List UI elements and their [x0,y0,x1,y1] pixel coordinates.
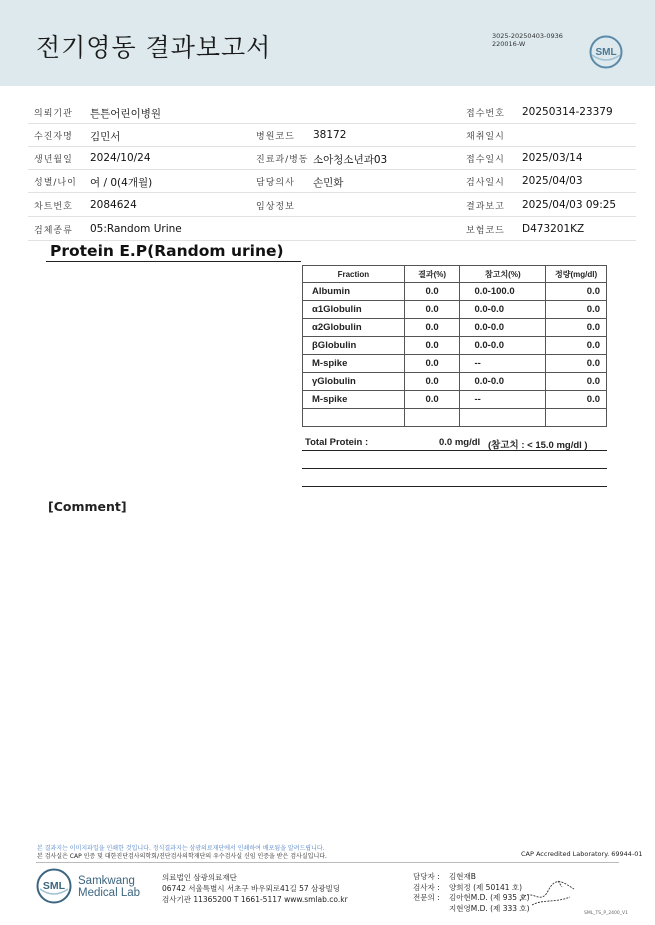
fraction-result: 0.0 [404,373,460,391]
label-sex-age: 성별/나이 [34,178,77,188]
staff-label: 전문의 : [413,893,440,902]
fraction-result: 0.0 [404,319,460,337]
organization-info [162,872,348,905]
org-contact: 검사기관 11365200 T 1661-5117 www.smlab.co.kr [162,895,348,904]
label-specimen-type: 검체종류 [34,226,73,236]
staff-value: 김현재B [449,872,476,881]
label-attending-doctor: 담당의사 [256,178,295,188]
staff-label: 담당자 : [413,872,440,881]
document-code [492,32,563,48]
fraction-name: M-spike [303,355,405,373]
document-code-line2: 220016-W [492,40,526,48]
info-row-1 [28,101,636,124]
table-row-empty [303,409,607,427]
fraction-result: 0.0 [404,337,460,355]
total-protein-row [302,437,607,451]
label-receipt-date: 접수일시 [466,155,505,165]
org-name: 의료법인 삼광의료재단 [162,873,237,882]
value-birth-date: 2024/10/24 [90,152,151,164]
brand-line1: Samkwang [78,875,135,887]
fraction-reference: 0.0-100.0 [460,283,546,301]
label-department-ward: 진료과/병동 [256,155,309,165]
fraction-name: M-spike [303,391,405,409]
fraction-result: 0.0 [404,355,460,373]
fraction-name: βGlobulin [303,337,405,355]
table-row [303,355,607,373]
value-chart-number: 2084624 [90,199,137,211]
header-result: 결과(%) [404,266,460,283]
table-header-row [303,266,607,283]
org-address: 06742 서울특별시 서초구 바우뫼로41길 57 삼광빌딩 [162,884,341,893]
table-row [303,373,607,391]
label-result-report: 결과보고 [466,202,505,212]
blank-line [302,468,607,469]
fraction-result: 0.0 [404,391,460,409]
value-hospital-code: 38172 [313,129,347,141]
fraction-reference: 0.0-0.0 [460,373,546,391]
fraction-reference: 0.0-0.0 [460,319,546,337]
fraction-concentration: 0.0 [546,391,607,409]
fraction-name: α2Globulin [303,319,405,337]
info-row-5 [28,194,636,217]
brand-name [78,875,140,899]
value-sex-age: 여 / 0(4개월) [90,177,153,189]
value-attending-doctor: 손민화 [313,177,344,189]
cap-accreditation: CAP Accredited Laboratory. 69944-01 [521,850,643,858]
total-protein-value: 0.0 mg/dl [439,437,481,448]
value-insurance-code: D473201KZ [522,223,585,235]
value-specimen-type: 05:Random Urine [90,223,182,235]
fraction-name: γGlobulin [303,373,405,391]
table-row [303,283,607,301]
fraction-reference: -- [460,355,546,373]
value-receipt-number: 20250314-23379 [522,106,613,118]
table-row [303,319,607,337]
comment-label: [Comment] [48,499,127,514]
label-test-date: 검사일시 [466,178,505,188]
info-row-6 [28,218,636,241]
table-row [303,391,607,409]
value-patient-name: 김민서 [90,131,121,143]
fraction-concentration: 0.0 [546,319,607,337]
fraction-concentration: 0.0 [546,337,607,355]
staff-value: 지현영M.D. (제 333 호) [449,903,530,913]
value-department-ward: 소아청소년과03 [313,154,388,166]
section-title-underline [46,261,301,262]
value-test-date: 2025/04/03 [522,175,583,187]
info-row-2 [28,124,636,147]
value-result-report: 2025/04/03 09:25 [522,199,617,211]
label-patient-name: 수진자명 [34,132,73,142]
table-row [303,337,607,355]
info-row-4 [28,170,636,193]
total-protein-label: Total Protein : [305,437,369,448]
fraction-concentration: 0.0 [546,283,607,301]
value-receipt-date: 2025/03/14 [522,152,583,164]
label-collection-datetime: 채취일시 [466,132,505,142]
total-protein-reference: (참고치 : < 15.0 mg/dl ) [488,440,588,451]
fraction-concentration: 0.0 [546,355,607,373]
label-hospital-code: 병원코드 [256,132,295,142]
form-code: SML_TS_P_2400_V1 [584,911,628,916]
fraction-result: 0.0 [404,283,460,301]
results-table [302,265,607,427]
header-reference: 참고치(%) [460,266,546,283]
staff-label: 검사자 : [413,882,440,892]
label-requesting-institution: 의뢰기관 [34,109,73,119]
label-birth-date: 생년월일 [34,155,73,165]
section-title: Protein E.P(Random urine) [50,242,284,260]
signature-icon [512,877,582,911]
sml-logo-icon [589,35,623,69]
blank-line [302,486,607,487]
label-receipt-number: 접수번호 [466,109,505,119]
fraction-concentration: 0.0 [546,373,607,391]
label-clinical-info: 임상정보 [256,202,295,212]
fraction-name: α1Globulin [303,301,405,319]
header-concentration: 정량(mg/dl) [546,266,607,283]
fraction-concentration: 0.0 [546,301,607,319]
samkwang-logo-icon [36,868,72,904]
sml-logo-text: SML [595,47,617,58]
info-row-3 [28,147,636,170]
accreditation-notice: 본 검사실은 CAP 인증 및 대한진단검사의학회/진단검사의학재단의 우수검사실 신임 인증을 받은 검사실입니다. [37,853,327,860]
label-chart-number: 차트번호 [34,202,73,212]
fraction-name: Albumin [303,283,405,301]
label-insurance-code: 보험코드 [466,226,505,236]
footer-divider [36,862,619,863]
header-fraction: Fraction [303,266,405,283]
staff-value: 김아현M.D. (제 935 호) [449,893,530,902]
page-title: 전기영동 결과보고서 [36,33,272,62]
print-notice: 본 결과지는 이미지파일을 인쇄한 것입니다. 정식결과지는 삼광의료재단에서 인쇄하여 배포됨을 알려드립니다. [37,845,325,852]
value-requesting-institution: 튼튼어린이병원 [90,108,162,120]
fraction-reference: -- [460,391,546,409]
samkwang-logo-text: SML [42,880,66,892]
fraction-reference: 0.0-0.0 [460,301,546,319]
brand-line2: Medical Lab [78,887,141,899]
fraction-result: 0.0 [404,301,460,319]
document-code-line1: 3025-20250403-0936 [492,32,563,40]
table-row [303,301,607,319]
staff-value: 양희정 (제 50141 호) [449,882,523,892]
fraction-reference: 0.0-0.0 [460,337,546,355]
